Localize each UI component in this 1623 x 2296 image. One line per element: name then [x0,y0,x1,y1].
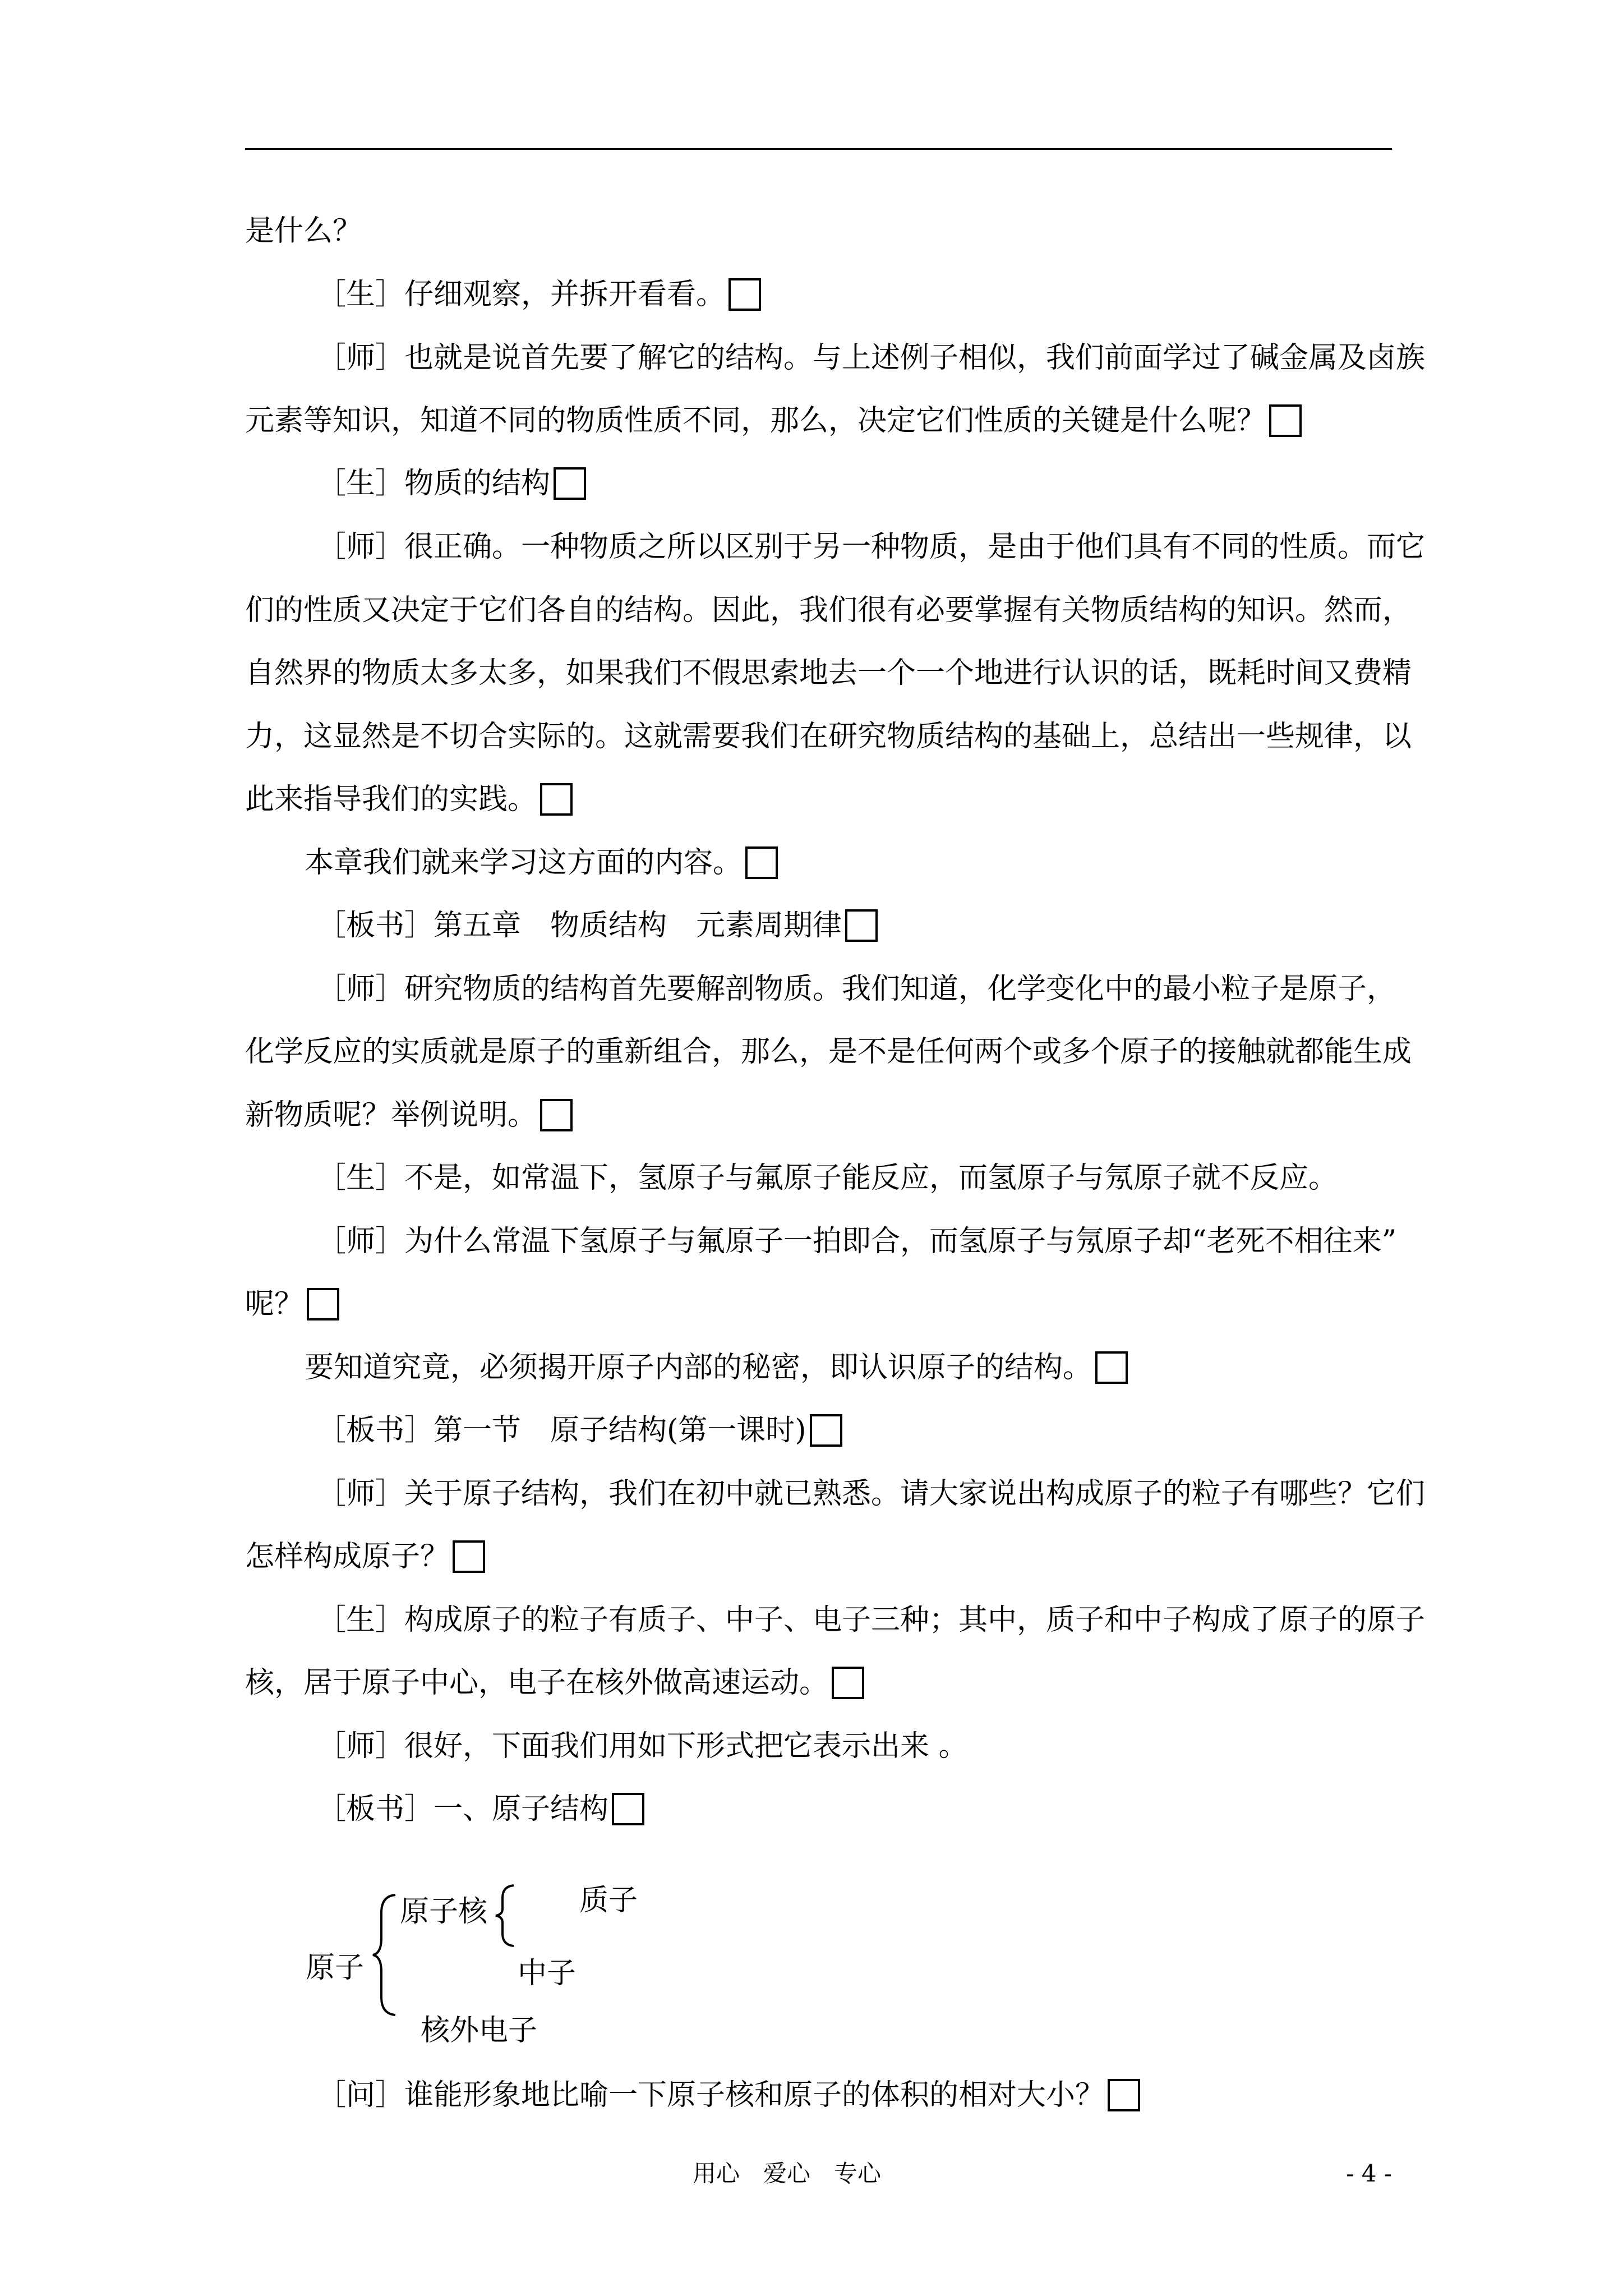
text-line-content: ［师］研究物质的结构首先要解剖物质。我们知道，化学变化中的最小粒子是原子， [317,972,1396,1006]
text-line [317,530,1425,564]
text-line-content: ［生］构成原子的粒子有质子、中子、电子三种；其中，质子和中子构成了原子的原子 [317,1603,1426,1637]
text-line-content: ［师］很好，下面我们用如下形式把它表示出来 。 [317,1729,968,1763]
answer-box [745,846,778,879]
answer-box [728,278,761,311]
text-line [317,278,761,311]
text-line [305,1351,1128,1384]
answer-box [307,1288,339,1320]
nucleus-brace-icon [492,1882,520,1949]
answer-box [453,1540,485,1573]
text-line [245,1098,573,1132]
text-line [245,1287,339,1321]
answer-box [554,467,586,500]
text-line-content: ［板书］一、原子结构 [317,1792,609,1826]
text-line-content: 化学反应的实质就是原子的重新组合，那么，是不是任何两个或多个原子的接触就都能生成 [245,1035,1412,1069]
answer-box [845,909,878,942]
answer-box [1108,2079,1140,2111]
text-line-content: 自然界的物质太多太多，如果我们不假思索地去一个一个地进行认识的话，既耗时间又费精 [245,656,1412,690]
diagram-neutron-label: 中子 [518,1957,577,1990]
diagram-electron-label: 核外电子 [421,2014,538,2047]
text-line [317,1729,968,1763]
text-line [245,1540,485,1573]
answer-box [1269,404,1302,437]
answer-box [832,1667,864,1699]
text-line [317,2078,1140,2112]
text-line [317,467,586,500]
text-line-content: 此来指导我们的实践。 [245,783,537,816]
text-line [245,1035,1412,1069]
diagram-nucleus-label: 原子核 [400,1895,488,1929]
text-line-content: ［板书］第一节 原子结构(第一课时) [317,1414,806,1447]
text-line-content: 核，居于原子中心，电子在核外做高速运动。 [245,1666,829,1700]
text-line [317,1414,842,1447]
text-line [317,1477,1425,1511]
answer-box [1095,1351,1128,1384]
text-line [245,404,1302,438]
diagram-proton-label: 质子 [579,1884,638,1917]
text-line-content: ［问］谁能形象地比喻一下原子核和原子的体积的相对大小？ [317,2078,1105,2112]
header-rule [245,148,1392,150]
text-line-content: ［生］仔细观察，并拆开看看。 [317,278,726,311]
answer-box [540,783,573,816]
text-line [317,1792,644,1826]
text-line-content: ［板书］第五章 物质结构 元素周期律 [317,909,842,942]
answer-box [810,1414,842,1447]
text-line [245,214,362,248]
text-line-content: ［师］为什么常温下氢原子与氟原子一拍即合，而氢原子与氖原子却“老死不相往来” [317,1225,1397,1258]
text-line [317,1225,1396,1258]
text-line [317,1161,1338,1195]
text-line-content: ［师］很正确。一种物质之所以区别于另一种物质，是由于他们具有不同的性质。而它 [317,530,1426,564]
text-line-content: 要知道究竟，必须揭开原子内部的秘密，即认识原子的结构。 [305,1351,1092,1384]
answer-box [540,1099,573,1131]
text-line-content: ［生］物质的结构 [317,467,551,500]
text-line [317,1603,1425,1637]
text-line-content: ［生］不是，如常温下，氢原子与氟原子能反应，而氢原子与氖原子就不反应。 [317,1161,1338,1195]
text-line [317,909,878,942]
text-line-content: 新物质呢？举例说明。 [245,1098,537,1132]
text-line-content: ［师］也就是说首先要了解它的结构。与上述例子相似，我们前面学过了碱金属及卤族 [317,341,1426,375]
text-line [305,846,778,880]
text-line-content: 是什么？ [245,214,362,248]
answer-box [612,1793,644,1825]
text-line-content: 怎样构成原子？ [245,1540,450,1573]
text-line-content: 们的性质又决定于它们各自的结构。因此，我们很有必要掌握有关物质结构的知识。然而， [245,593,1412,627]
page-number: - 4 - [1346,2160,1392,2187]
footer-motto: 用心 爱心 专心 [693,2160,882,2187]
text-line-content: 元素等知识，知道不同的物质性质不同，那么，决定它们性质的关键是什么呢？ [245,404,1266,438]
text-line [245,1666,864,1700]
outer-brace-icon [370,1890,404,2019]
text-line [245,783,573,816]
text-line [245,656,1412,690]
text-line [317,341,1425,375]
text-line-content: 本章我们就来学习这方面的内容。 [305,846,743,880]
text-line-content: 呢？ [245,1287,304,1321]
text-line [245,720,1412,753]
text-line [245,593,1412,627]
text-line-content: 力，这显然是不切合实际的。这就需要我们在研究物质结构的基础上，总结出一些规律，以 [245,720,1412,753]
text-line [317,972,1396,1006]
text-line-content: ［师］关于原子结构，我们在初中就已熟悉。请大家说出构成原子的粒子有哪些？它们 [317,1477,1426,1511]
diagram-root-label: 原子 [306,1951,365,1985]
